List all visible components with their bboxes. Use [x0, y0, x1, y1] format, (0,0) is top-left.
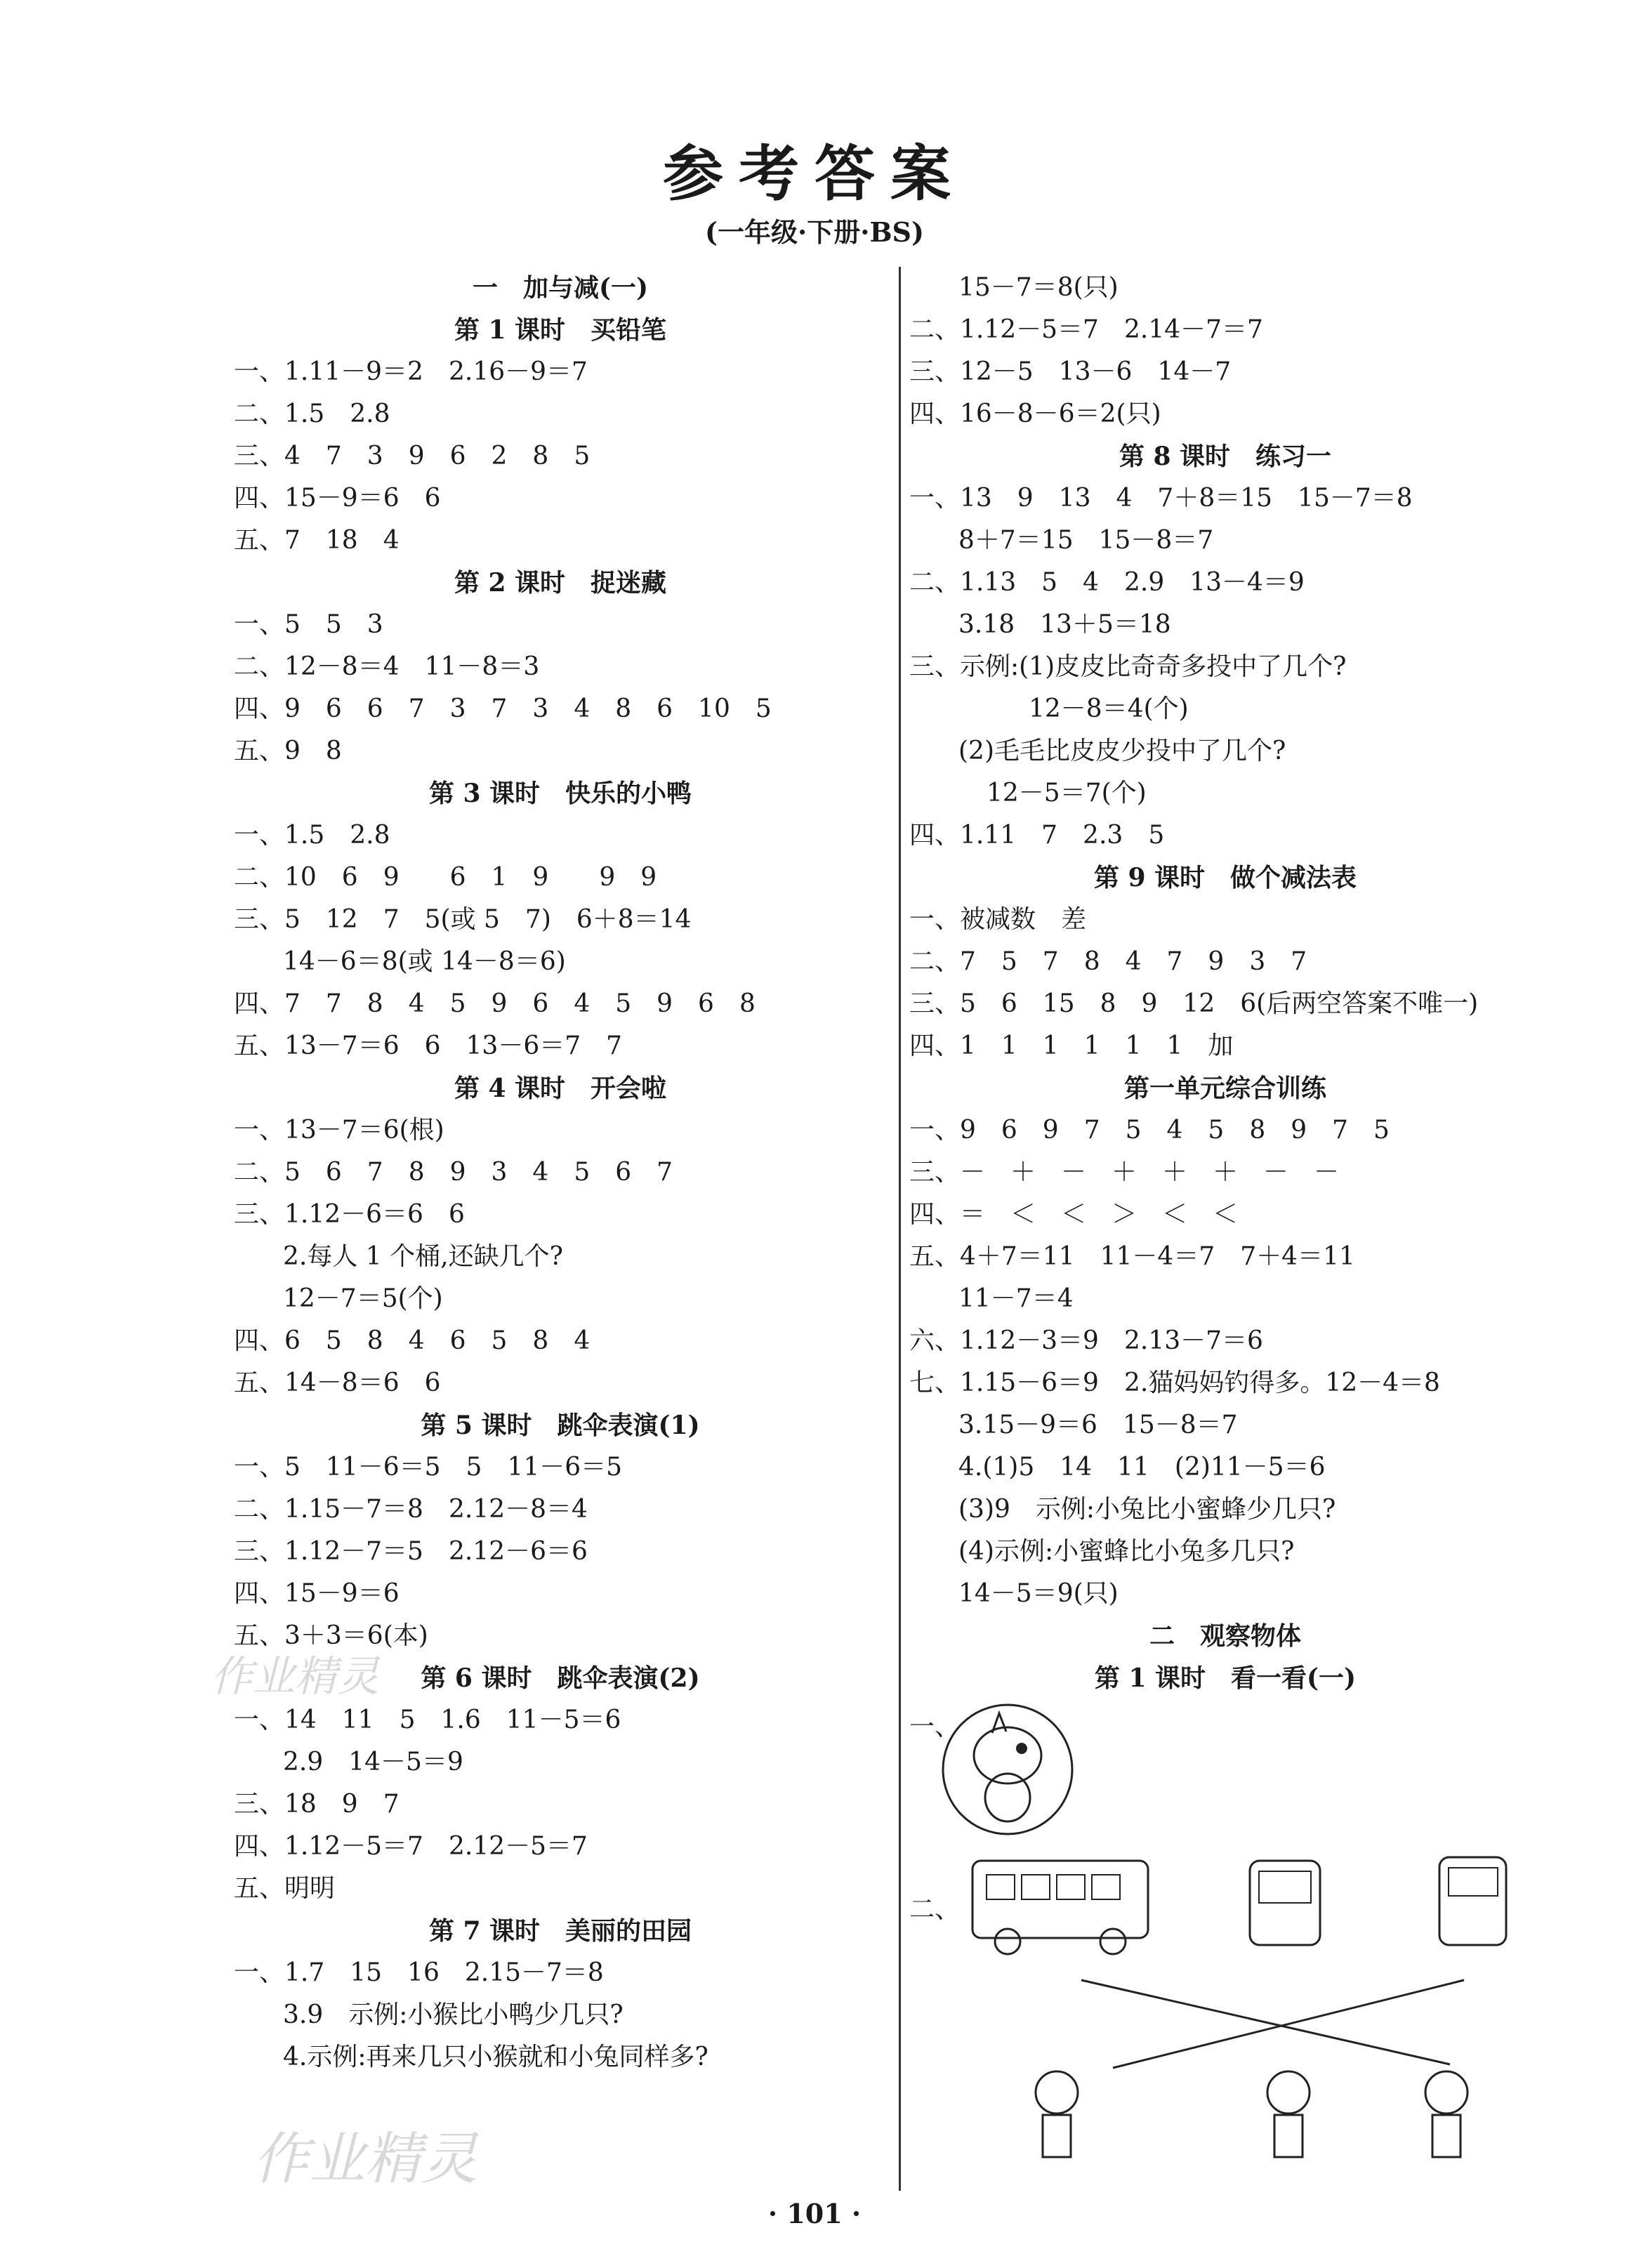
- answer-line: 五、明明: [234, 1874, 336, 1903]
- section-heading: 第一单元综合训练: [1123, 1074, 1326, 1103]
- answer-line: 4.示例:再来几只小猴就和小兔同样多?: [283, 2043, 708, 2071]
- answer-line: 三、5 12 7 5(或 5 7) 6＋8＝14: [234, 905, 692, 934]
- answer-line: 五、14－8＝6 6: [234, 1369, 441, 1397]
- answer-line: 四、15－9＝6: [234, 1579, 400, 1608]
- section-heading: 第 1 课时 看一看(一): [1094, 1663, 1357, 1693]
- answer-line: 二、1.15－7＝8 2.12－8＝4: [234, 1495, 588, 1524]
- answer-line: 六、1.12－3＝9 2.13－7＝6: [909, 1326, 1263, 1355]
- answer-line: 四、1 1 1 1 1 1 加: [909, 1031, 1234, 1060]
- answer-line: 二、1.5 2.8: [234, 400, 390, 428]
- answer-line: 3.15－9＝6 15－8＝7: [958, 1411, 1238, 1439]
- section-heading: 第 7 课时 美丽的田园: [428, 1916, 692, 1946]
- answer-line: 四、1.12－5＝7 2.12－5＝7: [234, 1832, 588, 1861]
- answer-line: 二、5 6 7 8 9 3 4 5 6 7: [234, 1158, 673, 1187]
- answer-line: 12－8＝4(个): [1029, 694, 1189, 723]
- section-heading: 第 4 课时 开会啦: [454, 1074, 667, 1103]
- section-heading: 第 2 课时 捉迷藏: [454, 568, 667, 598]
- answer-line: 3.18 13＋5＝18: [958, 610, 1171, 639]
- left-column: [234, 267, 887, 2078]
- answer-line: 12－5＝7(个): [987, 779, 1147, 807]
- right-column: [909, 267, 1541, 2191]
- answer-line: (2)毛毛比皮皮少投中了几个?: [958, 737, 1286, 765]
- answer-line: 14－6＝8(或 14－8＝6): [283, 947, 566, 976]
- answer-line: 二、12－8＝4 11－8＝3: [234, 652, 540, 681]
- answer-line: (3)9 示例:小兔比小蜜蜂少几只?: [958, 1495, 1336, 1524]
- answer-line: 二、1.12－5＝7 2.14－7＝7: [909, 315, 1263, 344]
- answer-line: 一、1.7 15 16 2.15－7＝8: [234, 1958, 604, 1987]
- answer-line: 一、1.5 2.8: [234, 821, 390, 850]
- answer-line: 四、1.11 7 2.3 5: [909, 821, 1165, 850]
- answer-line: 三、4 7 3 9 6 2 8 5: [234, 442, 591, 470]
- answer-line: 四、6 5 8 4 6 5 8 4: [234, 1326, 591, 1355]
- figure-2-label: 二、: [909, 1895, 961, 1924]
- section-heading: 第 5 课时 跳伞表演(1): [421, 1411, 700, 1440]
- answer-line: 15－7＝8(只): [958, 273, 1119, 302]
- answer-line: 一、13－7＝6(根): [234, 1116, 444, 1145]
- column-divider: [899, 267, 901, 2191]
- answer-line: 4.(1)5 14 11 (2)11－5＝6: [958, 1453, 1326, 1482]
- figure-1-label: 一、: [909, 1713, 961, 1741]
- answer-line: 一、13 9 13 4 7＋8＝15 15－7＝8: [909, 484, 1413, 513]
- answer-line: 五、13－7＝6 6 13－6＝7 7: [234, 1031, 623, 1060]
- answer-line: (4)示例:小蜜蜂比小兔多几只?: [958, 1537, 1295, 1566]
- section-heading: 二 观察物体: [1149, 1621, 1301, 1651]
- answer-line: 五、7 18 4: [234, 526, 400, 555]
- answer-line: 五、3＋3＝6(本): [234, 1621, 428, 1650]
- answer-line: 四、16－8－6＝2(只): [909, 400, 1161, 428]
- bus-and-children-illustration: [909, 1840, 1541, 2191]
- answer-line: 四、9 6 6 7 3 7 3 4 8 6 10 5: [234, 694, 772, 723]
- answer-line: 11－7＝4: [958, 1284, 1074, 1313]
- answer-line: 一、1.11－9＝2 2.16－9＝7: [234, 357, 588, 386]
- answer-line: 四、＝ ＜ ＜ ＞ ＜ ＜: [909, 1200, 1239, 1229]
- section-heading: 第 1 课时 买铅笔: [454, 315, 667, 345]
- page-title: 参考答案: [663, 138, 966, 209]
- answer-line: 8＋7＝15 15－8＝7: [958, 526, 1214, 555]
- figure-observe-2: [909, 1840, 1541, 2191]
- answer-line: 一、9 6 9 7 5 4 5 8 9 7 5: [909, 1116, 1390, 1145]
- dinosaur-circle-illustration: [909, 1699, 1541, 1840]
- answer-line: 3.9 示例:小猴比小鸭少几只?: [283, 2000, 624, 2029]
- answer-line: 一、5 5 3: [234, 610, 383, 639]
- answer-line: 三、18 9 7: [234, 1790, 400, 1819]
- section-heading: 一 加与减(一): [472, 273, 649, 303]
- section-heading: 第 3 课时 快乐的小鸭: [428, 779, 692, 808]
- figure-observe-1: [909, 1699, 1541, 1840]
- answer-line: 二、10 6 9 6 1 9 9 9: [234, 863, 657, 892]
- answer-line: 四、15－9＝6 6: [234, 484, 441, 513]
- answer-line: 三、－ ＋ － ＋ ＋ ＋ － －: [909, 1158, 1340, 1187]
- answer-line: 五、4＋7＝11 11－4＝7 7＋4＝11: [909, 1242, 1355, 1271]
- answer-line: 12－7＝5(个): [283, 1284, 443, 1313]
- answer-line: 二、1.13 5 4 2.9 13－4＝9: [909, 568, 1305, 597]
- section-heading: 第 8 课时 练习一: [1119, 442, 1332, 471]
- answer-line: 一、被减数 差: [909, 905, 1087, 934]
- answer-line: 三、1.12－7＝5 2.12－6＝6: [234, 1537, 588, 1566]
- answer-line: 二、7 5 7 8 4 7 9 3 7: [909, 947, 1307, 976]
- watermark-stamp-bottom: 作业精灵: [253, 2126, 477, 2191]
- answer-line: 14－5＝9(只): [958, 1579, 1119, 1608]
- section-heading: 第 9 课时 做个减法表: [1093, 863, 1357, 892]
- answer-line: 三、12－5 13－6 14－7: [909, 357, 1232, 386]
- page-number: · 101 ·: [767, 2198, 862, 2229]
- answer-line: 三、示例:(1)皮皮比奇奇多投中了几个?: [909, 652, 1347, 681]
- answer-line: 四、7 7 8 4 5 9 6 4 5 9 6 8: [234, 989, 756, 1018]
- answer-line: 一、5 11－6＝5 5 11－6＝5: [234, 1453, 623, 1482]
- answer-line: 2.每人 1 个桶,还缺几个?: [283, 1242, 563, 1271]
- page-subtitle: (一年级·下册·BS): [705, 216, 924, 248]
- answer-line: 七、1.15－6＝9 2.猫妈妈钓得多。12－4＝8: [909, 1369, 1440, 1397]
- section-heading: 第 6 课时 跳伞表演(2): [421, 1663, 700, 1693]
- answer-line: 三、1.12－6＝6 6: [234, 1200, 465, 1229]
- watermark-stamp: 作业精灵: [211, 1652, 379, 1701]
- answer-line: 2.9 14－5＝9: [283, 1748, 463, 1776]
- answer-line: 一、14 11 5 1.6 11－5＝6: [234, 1706, 621, 1734]
- answer-line: 三、5 6 15 8 9 12 6(后两空答案不唯一): [909, 989, 1479, 1018]
- answer-line: 五、9 8: [234, 737, 342, 765]
